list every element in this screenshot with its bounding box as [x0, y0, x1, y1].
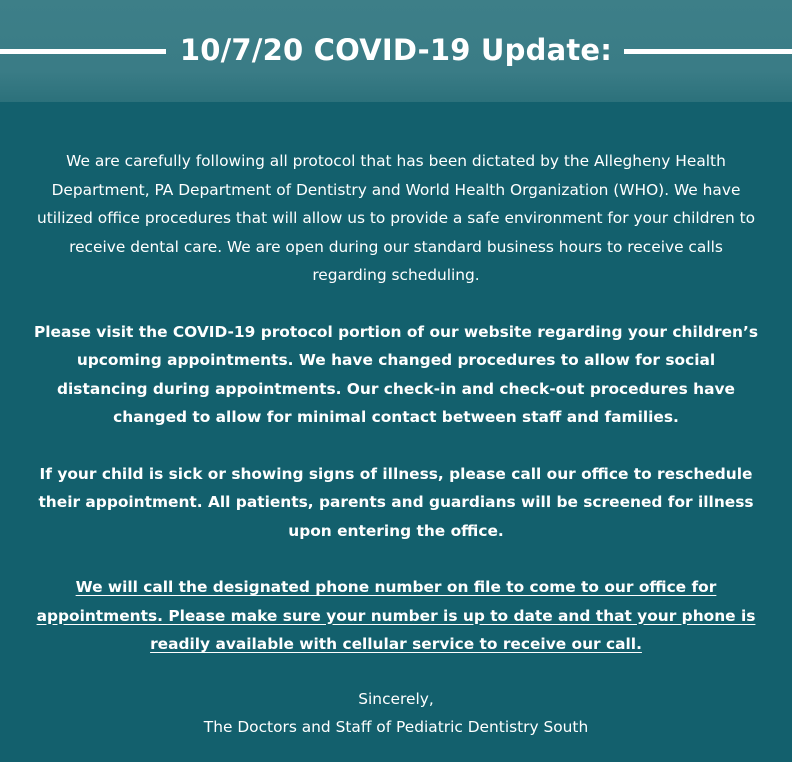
protocol-paragraph: We are carefully following all protocol that has been dictated by the Allegheny Health Department, PA Department of Dentistry and World Health Organization (WHO). We have utilized office procedures that will allow us to provide a safe environment for your children to receive dental care. We are open during our standard business hours to receive calls regarding scheduling. [36, 152, 756, 284]
header-rule-right [624, 49, 792, 54]
phone-call-paragraph: We will call the designated phone number on file to come to our office for appointments. Please make sure your number is up to date and that your phone is readily available with cellular service to receive our call. [36, 578, 756, 653]
signoff-sincerely: Sincerely, [358, 689, 434, 708]
signoff [30, 685, 762, 742]
update-header [0, 0, 792, 102]
website-protocol-paragraph: Please visit the COVID-19 protocol portion of our website regarding your children’s upcoming appointments. We have changed procedures to allow for social distancing during appointments. Our check-in and check-out procedures have changed to allow for minimal contact between staff and families. [33, 322, 759, 426]
illness-paragraph: If your child is sick or showing signs of illness, please call our office to reschedule their appointment. All patients, parents and guardians will be screened for illness upon entering the office. [38, 464, 754, 540]
update-title: 10/7/20 COVID-19 Update: [179, 33, 613, 67]
header-rule-left [0, 49, 166, 54]
update-content [30, 147, 762, 742]
signoff-signature: The Doctors and Staff of Pediatric Dentistry South [203, 718, 589, 736]
